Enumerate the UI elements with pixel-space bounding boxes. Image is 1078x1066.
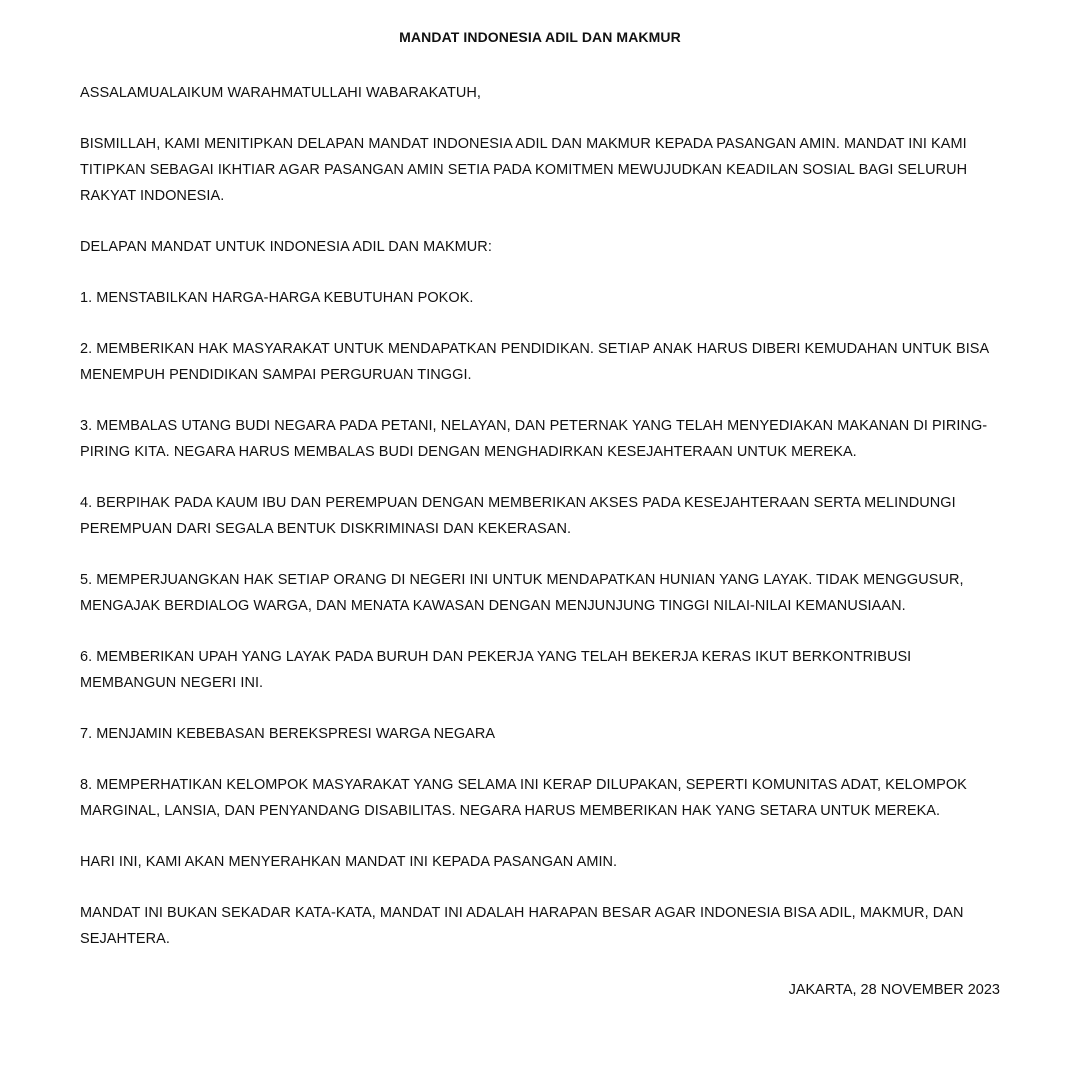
mandate-item-8: 8. MEMPERHATIKAN KELOMPOK MASYARAKAT YANG SELAMA INI KERAP DILUPAKAN, SEPERTI KOMUNITAS ADAT, KELOMPOK MARGINAL, LANSIA, DAN PENYANDANG DISABILITAS. NEGARA HARUS MEMBERIKAN HAK YANG SETARA UNTUK MEREKA. (80, 777, 967, 819)
mandate-item-1: 1. MENSTABILKAN HARGA-HARGA KEBUTUHAN POKOK. (80, 290, 474, 306)
handover-paragraph: HARI INI, KAMI AKAN MENYERAHKAN MANDAT INI KEPADA PASANGAN AMIN. (80, 854, 618, 870)
mandate-item-7: 7. MENJAMIN KEBEBASAN BEREKSPRESI WARGA NEGARA (80, 726, 496, 742)
document-title: MANDAT INDONESIA ADIL DAN MAKMUR (399, 29, 681, 45)
mandate-item-4: 4. BERPIHAK PADA KAUM IBU DAN PEREMPUAN DENGAN MEMBERIKAN AKSES PADA KESEJAHTERAAN SERTA MELINDUNGI PEREMPUAN DARI SEGALA BENTUK DISKRIMINASI DAN KEKERASAN. (80, 495, 956, 537)
list-heading: DELAPAN MANDAT UNTUK INDONESIA ADIL DAN MAKMUR: (80, 239, 492, 255)
intro-paragraph: BISMILLAH, KAMI MENITIPKAN DELAPAN MANDAT INDONESIA ADIL DAN MAKMUR KEPADA PASANGAN AMIN. MANDAT INI KAMI TITIPKAN SEBAGAI IKHTIAR AGAR PASANGAN AMIN SETIA PADA KOMITMEN MEWUJUDKAN KEADILAN SOSIAL BAGI SELURUH RAKYAT INDONESIA. (80, 136, 968, 204)
closing-statement: MANDAT INI BUKAN SEKADAR KATA-KATA, MANDAT INI ADALAH HARAPAN BESAR AGAR INDONESIA BISA ADIL, MAKMUR, DAN SEJAHTERA. (80, 905, 964, 947)
place-date: JAKARTA, 28 NOVEMBER 2023 (788, 982, 1000, 998)
mandate-item-5: 5. MEMPERJUANGKAN HAK SETIAP ORANG DI NEGERI INI UNTUK MENDAPATKAN HUNIAN YANG LAYAK. TIDAK MENGGUSUR, MENGAJAK BERDIALOG WARGA, DAN MENATA KAWASAN DENGAN MENJUNJUNG TINGGI NILAI-NILAI KEMANUSIAAN. (80, 572, 964, 614)
mandate-item-3: 3. MEMBALAS UTANG BUDI NEGARA PADA PETANI, NELAYAN, DAN PETERNAK YANG TELAH MENYEDIAKAN MAKANAN DI PIRING-PIRING KITA. NEGARA HARUS MEMBALAS BUDI DENGAN MENGHADIRKAN KESEJAHTERAAN UNTUK MEREKA. (80, 418, 988, 460)
mandate-item-2: 2. MEMBERIKAN HAK MASYARAKAT UNTUK MENDAPATKAN PENDIDIKAN. SETIAP ANAK HARUS DIBERI KEMUDAHAN UNTUK BISA MENEMPUH PENDIDIKAN SAMPAI PERGURUAN TINGGI. (80, 341, 989, 383)
greeting: ASSALAMUALAIKUM WARAHMATULLAHI WABARAKATUH, (80, 85, 481, 101)
mandate-item-6: 6. MEMBERIKAN UPAH YANG LAYAK PADA BURUH DAN PEKERJA YANG TELAH BEKERJA KERAS IKUT BERKONTRIBUSI MEMBANGUN NEGERI INI. (80, 649, 912, 691)
